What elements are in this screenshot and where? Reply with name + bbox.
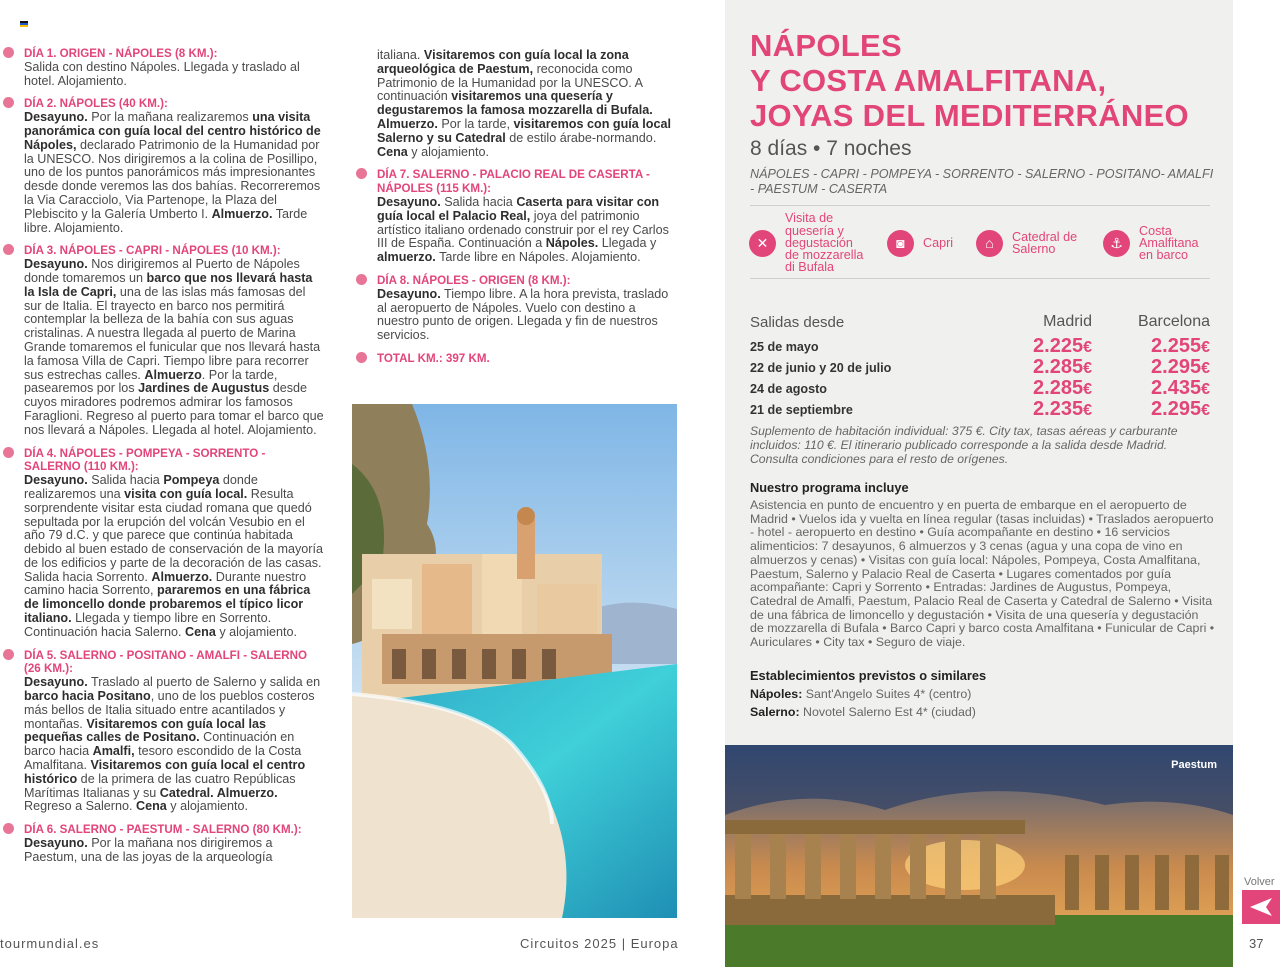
photo-caption: Paestum <box>1171 759 1217 771</box>
price-note: Suplemento de habitación individual: 375 €. City tax, tasas aéreas y carburante incluidos: 110 €. El itinerario publicado corresponde a la salida desde Madrid. Consulta condiciones para el resto de orígenes. <box>750 424 1178 466</box>
includes-text: Asistencia en punto de encuentro y en puerta de embarque en el aeropuerto de Madrid • Vuelos ida y vuelta en línea regular (tasas incluidas) • Traslados aeropuerto - hotel - aeropuerto en destino • Guía acompañante en destino • 16 servicios alimenticios: 7 desayunos, 6 almuerzos y 3 cenas (agua y una copa de vino en almuerzos y cenas) • Visitas con guía local: Nápoles, Pompeya, Costa Amalfitana, Paestum, Salerno y Palacio Real de Caserta • Lugares comentados por guía acompañante: Capri y Sorrento • Entradas: Jardines de Augustus, Pompeya, Catedral de Amalfi, Paestum, Palacio Real de Caserta y Catedral de Salerno • Visita de una fábrica de limoncello y degustación • Visita de una quesería y degustación de mozzarella di Bufala • Barco Capri y barco costa Amalfitana • Funicular de Capri • Auriculares • City tax • Seguro de viaje. <box>750 498 1215 650</box>
paestum-photo <box>725 745 1233 967</box>
highlight-capri: ◙ Capri <box>887 212 953 274</box>
back-label: Volver <box>1244 876 1275 888</box>
price-row <box>750 336 1210 357</box>
duration: 8 días • 7 noches <box>750 137 912 160</box>
anchor-icon: ⚓ <box>1103 230 1130 257</box>
cutlery-icon: ✕ <box>749 230 776 257</box>
bullet-dot-icon <box>3 97 14 108</box>
day-description: Desayuno. Tiempo libre. A la hora prevista, traslado al aeropuerto de Nápoles. Vuelo con destino a nuestro punto de origen. Llegada y fin de nuestros servicios. <box>377 286 669 343</box>
day-title: DÍA 4. NÁPOLES - POMPEYA - SORRENTO - SALERNO (110 KM.): <box>24 446 266 474</box>
day-description: Desayuno. Por la mañana nos dirigiremos a Paestum, una de las joyas de la arqueología <box>24 836 273 864</box>
day-description: Desayuno. Traslado al puerto de Salerno y salida en barco hacia Positano, uno de los pueblos costeros más bellos de Italia situado entre acantilados y montañas. Visitaremos con guía local las pequeñas calles de Positano. Continuación en barco hacia Amalfi, tesoro escondido de la Costa Amalfitana. Visitaremos con guía local el centro histórico de la primera de las cuatro Repúblicas Marítimas Italianas y su Catedral. Almuerzo. Regreso a Salerno. Cena y alojamiento. <box>24 675 321 814</box>
day-title: DÍA 2. NÁPOLES (40 KM.): <box>24 97 168 111</box>
departure-date: 21 de septiembre <box>750 402 853 417</box>
price-row <box>750 357 1210 378</box>
hotel-naples: Nápoles: Sant'Angelo Suites 4* (centro) <box>750 687 972 701</box>
day-title: DÍA 1. ORIGEN - NÁPOLES (8 KM.): <box>24 47 218 60</box>
day-title: DÍA 6. SALERNO - PAESTUM - SALERNO (80 KM.): <box>24 823 302 837</box>
divider <box>750 278 1210 279</box>
day-6-continuation: italiana. Visitaremos con guía local la zona arqueológica de Paestum, reconocida como Patrimonio de la Humanidad por la UNESCO. A continuación visitaremos una quesería y degustaremos la famosa mozzarella di Bufala. Almuerzo. Por la tarde, visitaremos con guía local Salerno y su Catedral de estilo árabe-normando. Cena y alojamiento. <box>377 48 671 159</box>
day-description: Desayuno. Salida hacia Caserta para visitar con guía local el Palacio Real, joya del patrimonio artístico italiano ordenado construir por el rey Carlos III de España. Continuación a Nápoles. Llegada y almuerzo. Tarde libre en Nápoles. Alojamiento. <box>377 194 669 265</box>
day-description: Desayuno. Salida hacia Pompeya donde realizaremos una visita con guía local. Resulta sorprendente visitar esta ciudad romana que quedó sepultada por la erupción del volcán Vesubio en el año 79 d.C. y que parece que continúa habitada debido al buen estado de conservación de la mayoría de los edificios y parte de la decoración de las casas. Salida hacia Sorrento. Almuerzo. Durante nuestro camino hacia Sorrento, pararemos en una fábrica de limoncello donde probaremos el típico licor italiano. Llegada y tiempo libre en Sorrento. Continuación hacia Salerno. Cena y alojamiento. <box>24 473 323 639</box>
bullet-dot-icon <box>3 447 14 458</box>
bullet-dot-icon <box>356 274 367 285</box>
day-title: DÍA 5. SALERNO - POSITANO - AMALFI - SALERNO (26 KM.): <box>24 648 307 676</box>
highlight-amalfi-boat: ⚓ Costa Amalfitana en barco <box>1103 212 1199 274</box>
total-km: TOTAL KM.: 397 KM. <box>377 352 680 366</box>
back-button[interactable] <box>1242 890 1280 924</box>
itinerary-column-1 <box>24 47 324 874</box>
arrow-left-icon <box>1250 898 1272 916</box>
bullet-dot-icon <box>3 47 14 58</box>
day-description: Desayuno. Por la mañana realizaremos una visita panorámica con guía local del centro histórico de Nápoles, declarado Patrimonio de la Humanidad por la UNESCO. Nos dirigiremos a la colina de Posillipo, uno de los puntos panorámicos más impresionantes desde donde veremos las dos bahías. Recorreremos la Via Caracciolo, Via Partenope, la Plaza del Plebiscito y la Galería Umberto I. Almuerzo. Tarde libre. Alojamiento. <box>24 110 321 235</box>
bullet-dot-icon <box>3 649 14 660</box>
price-barcelona: 2.295€ <box>1151 398 1210 420</box>
itinerary-day-7 <box>377 168 680 265</box>
price-table <box>750 312 1210 420</box>
itinerary-day-3 <box>24 244 324 437</box>
hotels-heading: Establecimientos previstos o similares <box>750 668 987 683</box>
footer-website[interactable]: tourmundial.es <box>0 936 100 951</box>
camera-icon: ◙ <box>887 230 914 257</box>
page-number: 37 <box>1249 936 1264 951</box>
itinerary-column-2 <box>377 49 680 375</box>
itinerary-day-4 <box>24 447 324 640</box>
highlight-cathedral-salerno: ⌂ Catedral de Salerno <box>976 212 1077 274</box>
itinerary-day-1 <box>24 47 324 88</box>
itinerary-day-6 <box>24 823 324 864</box>
day-title: DÍA 7. SALERNO - PALACIO REAL DE CASERTA - NÁPOLES (115 KM.): <box>377 168 650 196</box>
price-madrid: 2.285€ <box>1033 377 1092 399</box>
itinerary-day-2 <box>24 97 324 235</box>
price-madrid: 2.225€ <box>1033 335 1092 357</box>
price-row <box>750 378 1210 399</box>
departure-date: 25 de mayo <box>750 339 819 354</box>
route: NÁPOLES - CAPRI - POMPEYA - SORRENTO - SALERNO - POSITANO- AMALFI - PAESTUM - CASERTA <box>750 167 1214 196</box>
bullet-dot-icon <box>3 823 14 834</box>
includes-heading: Nuestro programa incluye <box>750 480 909 495</box>
page-title: NÁPOLES Y COSTA AMALFITANA, JOYAS DEL MEDITERRÁNEO <box>750 28 1189 133</box>
divider <box>750 205 1210 206</box>
language-flag-icon[interactable] <box>20 21 28 27</box>
amalfi-coast-photo <box>352 404 677 918</box>
price-madrid: 2.285€ <box>1033 356 1092 378</box>
price-madrid: 2.235€ <box>1033 398 1092 420</box>
cathedral-icon: ⌂ <box>976 230 1003 257</box>
departure-date: 24 de agosto <box>750 381 827 396</box>
itinerary-day-8 <box>377 274 680 343</box>
price-barcelona: 2.295€ <box>1151 356 1210 378</box>
price-barcelona: 2.255€ <box>1151 335 1210 357</box>
bullet-dot-icon <box>356 352 367 363</box>
price-barcelona: 2.435€ <box>1151 377 1210 399</box>
price-row <box>750 399 1210 420</box>
highlight-cheese-tasting: ✕ Visita de quesería y degustación de mozzarella di Bufala <box>749 212 863 274</box>
day-title: DÍA 8. NÁPOLES - ORIGEN (8 KM.): <box>377 273 571 287</box>
bullet-dot-icon <box>3 244 14 255</box>
footer-section: Circuitos 2025 | Europa <box>520 936 679 951</box>
day-title: DÍA 3. NÁPOLES - CAPRI - NÁPOLES (10 KM.): <box>24 244 281 258</box>
hotel-salerno: Salerno: Novotel Salerno Est 4* (ciudad) <box>750 705 976 719</box>
departure-date: 22 de junio y 20 de julio <box>750 360 892 375</box>
itinerary-day-5 <box>24 649 324 815</box>
price-table-header: Salidas desde Madrid Barcelona <box>750 313 1210 331</box>
bullet-dot-icon <box>356 168 367 179</box>
day-description: Desayuno. Nos dirigiremos al Puerto de Nápoles donde tomaremos un barco que nos llevará hasta la Isla de Capri, una de las islas más famosas del sur de Italia. El trayecto en barco nos permitirá contemplar la belleza de la bahía con sus aguas cristalinas. A nuestra llegada al puerto de Marina Grande tomaremos el funicular que nos llevará hasta la famosa Villa de Capri. Tiempo libre para recorrer sus estrechas calles. Almuerzo. Por la tarde, pasearemos por los Jardines de Augustus desde cuyos miradores podremos admirar los famosos Faraglioni. Regreso al puerto para tomar el barco que nos llevará a Nápoles. Llegada al hotel. Alojamiento. <box>24 257 324 437</box>
day-description: Salida con destino Nápoles. Llegada y traslado al hotel. Alojamiento. <box>24 59 300 88</box>
